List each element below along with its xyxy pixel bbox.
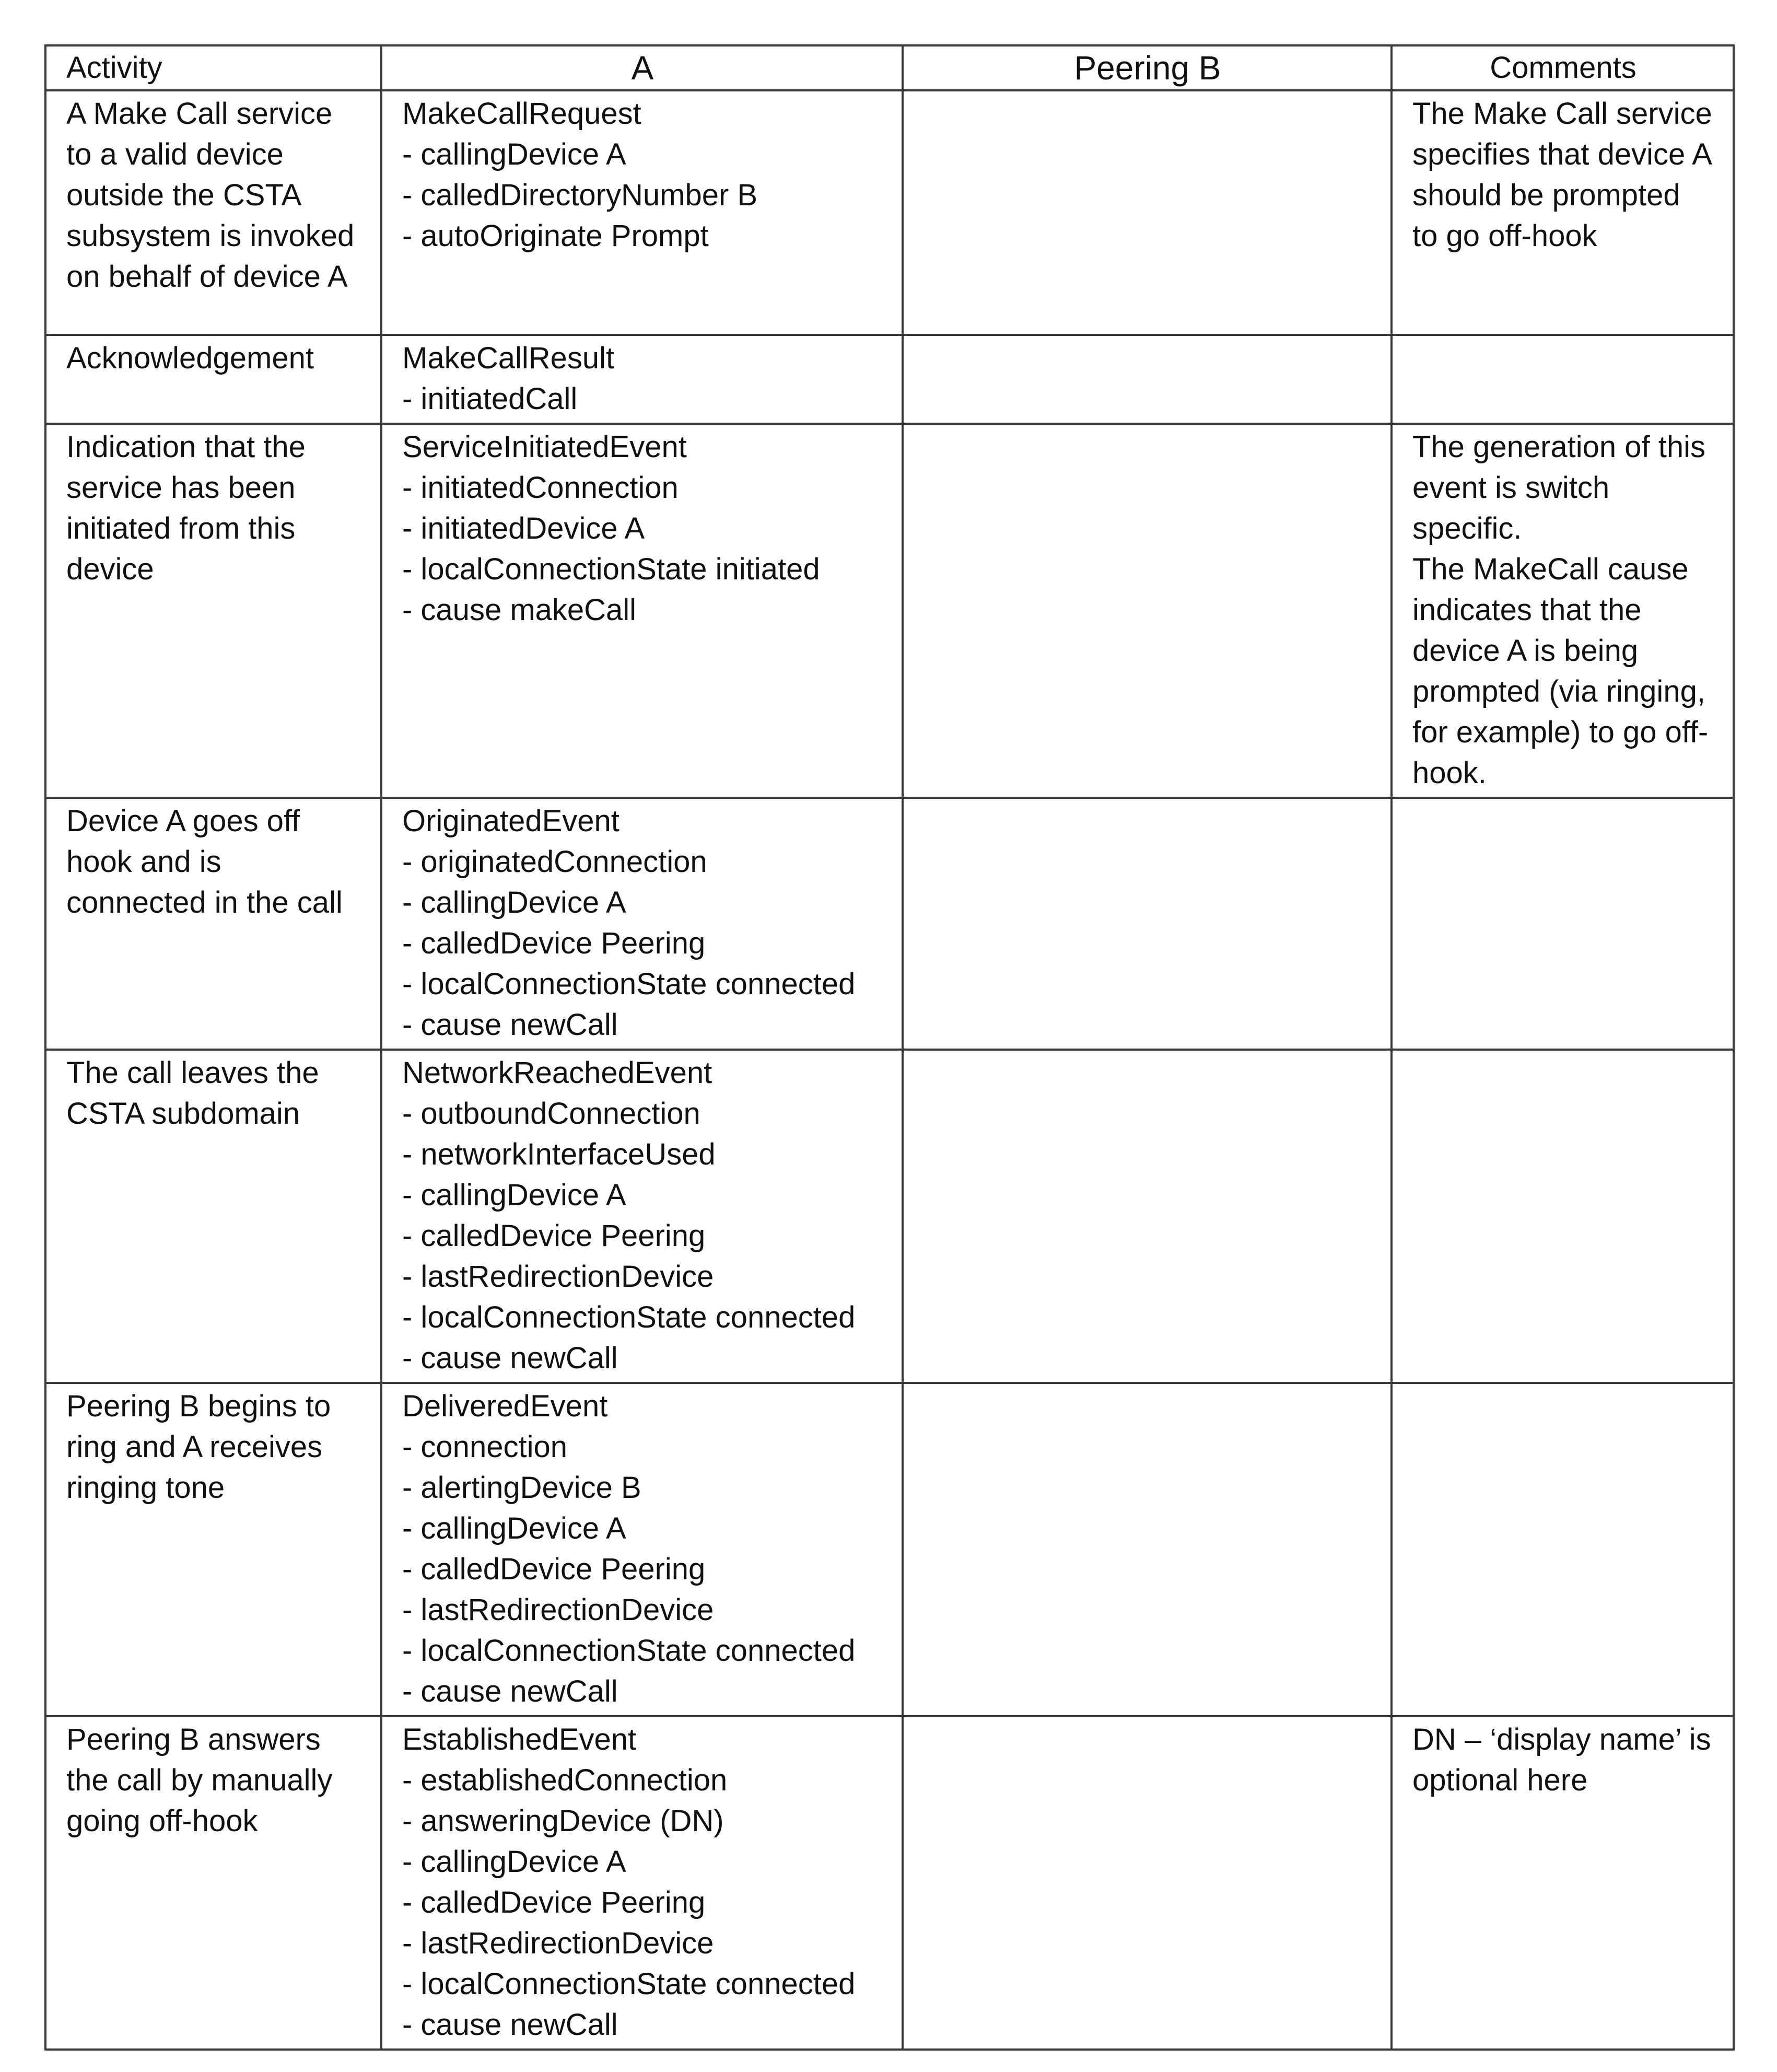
header-comments: Comments — [1392, 45, 1734, 90]
a-line: - callingDevice A — [402, 1511, 626, 1545]
a-line: - localConnectionState initiated — [402, 552, 820, 586]
comments-text: The generation of this event is switch specific. — [1412, 430, 1706, 545]
header-activity: Activity — [45, 45, 381, 90]
a-line: - localConnectionState connected — [402, 1967, 856, 2001]
a-line: DeliveredEvent — [402, 1389, 608, 1423]
a-line: - connection — [402, 1430, 567, 1464]
a-cell — [381, 90, 903, 335]
a-line: OriginatedEvent — [402, 804, 619, 838]
activity-text: A Make Call service to a valid device outside the CSTA subsystem is invoked on behalf of device A — [66, 97, 355, 294]
table-row — [45, 335, 1734, 424]
table-row — [45, 1383, 1734, 1716]
a-line: NetworkReachedEvent — [402, 1056, 712, 1090]
activity-text: Peering B begins to ring and A receives ringing tone — [66, 1389, 331, 1505]
a-line: - cause newCall — [402, 2008, 618, 2042]
a-line: - networkInterfaceUsed — [402, 1137, 716, 1171]
a-line: - calledDevice Peering — [402, 1885, 706, 1919]
activity-text: Acknowledgement — [66, 341, 314, 375]
peering-b-cell — [903, 1050, 1392, 1383]
header-peering-b: Peering B — [903, 45, 1392, 90]
a-line: - localConnectionState connected — [402, 1634, 856, 1668]
a-line: - originatedConnection — [402, 845, 707, 879]
activity-text: Peering B answers the call by manually going off-hook — [66, 1722, 333, 1838]
activity-text: The call leaves the CSTA subdomain — [66, 1056, 319, 1131]
a-line: - alertingDevice B — [402, 1471, 641, 1505]
a-line: ServiceInitiatedEvent — [402, 430, 687, 464]
activity-cell — [45, 90, 381, 335]
a-line: - callingDevice A — [402, 1845, 626, 1879]
comments-cell — [1392, 335, 1734, 424]
comments-cell — [1392, 1383, 1734, 1716]
peering-b-cell — [903, 798, 1392, 1050]
a-line: - calledDevice Peering — [402, 926, 706, 960]
a-cell — [381, 1050, 903, 1383]
table-row — [45, 1050, 1734, 1383]
a-line: - cause makeCall — [402, 593, 637, 627]
comments-cell — [1392, 798, 1734, 1050]
activity-cell — [45, 1050, 381, 1383]
peering-b-cell — [903, 1383, 1392, 1716]
a-line: - answeringDevice (DN) — [402, 1804, 724, 1838]
table-row — [45, 1716, 1734, 2050]
a-line: - cause newCall — [402, 1341, 618, 1375]
a-line: EstablishedEvent — [402, 1722, 637, 1756]
a-line: - autoOriginate Prompt — [402, 219, 709, 253]
header-row — [45, 45, 1734, 90]
activity-text: Device A goes off hook and is connected in the call — [66, 804, 343, 919]
a-cell — [381, 424, 903, 798]
a-line: - calledDevice Peering — [402, 1552, 706, 1586]
a-cell — [381, 335, 903, 424]
activity-cell — [45, 798, 381, 1050]
peering-b-cell — [903, 335, 1392, 424]
a-line: - callingDevice A — [402, 137, 626, 171]
comments-cell — [1392, 424, 1734, 798]
a-line: - lastRedirectionDevice — [402, 1926, 714, 1960]
a-line: - callingDevice A — [402, 1178, 626, 1212]
table-row — [45, 424, 1734, 798]
a-line: - initiatedCall — [402, 382, 578, 416]
a-line: MakeCallResult — [402, 341, 615, 375]
a-line: - calledDirectoryNumber B — [402, 178, 758, 212]
a-line: - cause newCall — [402, 1674, 618, 1708]
a-line: - lastRedirectionDevice — [402, 1593, 714, 1627]
a-line: - localConnectionState connected — [402, 967, 856, 1001]
comments-text: The Make Call service specifies that device A should be prompted to go off-hook — [1412, 97, 1712, 253]
a-line: - initiatedDevice A — [402, 511, 645, 545]
a-line: - lastRedirectionDevice — [402, 1260, 714, 1294]
activity-text: Indication that the service has been initiated from this device — [66, 430, 306, 586]
activity-cell — [45, 424, 381, 798]
a-line: - initiatedConnection — [402, 471, 679, 505]
activity-cell — [45, 1716, 381, 2050]
activity-cell — [45, 335, 381, 424]
a-cell — [381, 798, 903, 1050]
comments-text: The MakeCall cause indicates that the device A is being prompted (via ringing, for example) to go off-hook. — [1412, 552, 1709, 790]
table-row — [45, 90, 1734, 335]
header-a: A — [381, 45, 903, 90]
a-line: - localConnectionState connected — [402, 1300, 856, 1334]
table-row — [45, 798, 1734, 1050]
a-cell — [381, 1716, 903, 2050]
call-flow-table — [44, 44, 1735, 2051]
a-line: - cause newCall — [402, 1008, 618, 1042]
peering-b-cell — [903, 1716, 1392, 2050]
comments-cell — [1392, 90, 1734, 335]
comments-cell — [1392, 1050, 1734, 1383]
a-line: - callingDevice A — [402, 886, 626, 919]
peering-b-cell — [903, 90, 1392, 335]
peering-b-cell — [903, 424, 1392, 798]
a-line: - establishedConnection — [402, 1763, 728, 1797]
activity-cell — [45, 1383, 381, 1716]
comments-cell — [1392, 1716, 1734, 2050]
comments-text: DN – ‘display name’ is optional here — [1412, 1722, 1711, 1797]
a-line: MakeCallRequest — [402, 97, 641, 131]
a-line: - outboundConnection — [402, 1097, 700, 1131]
a-cell — [381, 1383, 903, 1716]
a-line: - calledDevice Peering — [402, 1219, 706, 1253]
